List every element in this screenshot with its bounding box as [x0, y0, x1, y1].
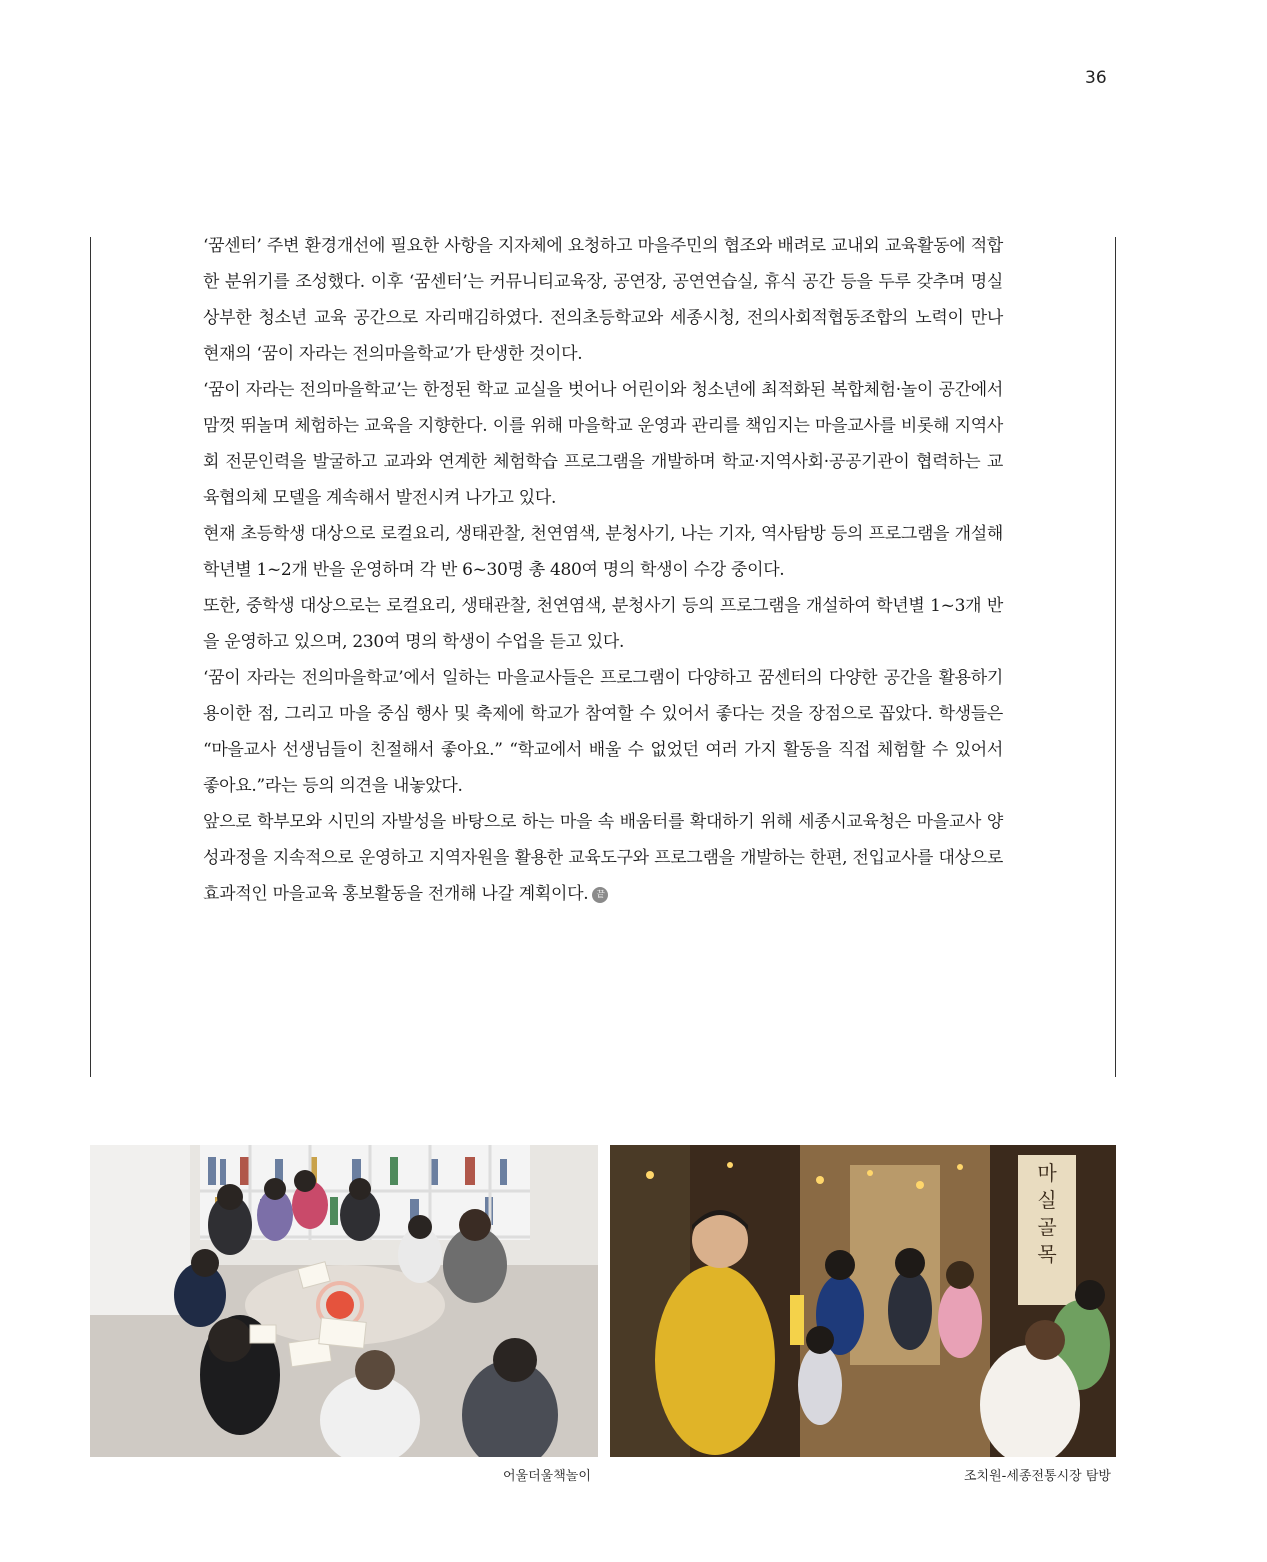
sign-char: 골 [1037, 1215, 1057, 1239]
article-body [203, 228, 1003, 912]
sign-char: 실 [1037, 1188, 1057, 1212]
paragraph-last [203, 804, 1003, 912]
paragraph-text: 앞으로 학부모와 시민의 자발성을 바탕으로 하는 마을 속 배움터를 확대하기 위해 세종시교육청은 마을교사 양성과정을 지속적으로 운영하고 지역자원을 활용한 교육도구와 프로그램을 개발하는 한편, 전입교사를 대상으로 효과적인 마을교육 홍보활동을 전개해 나갈 계획이다. [203, 812, 1003, 904]
right-margin-rule [1115, 237, 1116, 1077]
left-margin-rule [90, 237, 91, 1077]
photo-market-tour-image [610, 1145, 1116, 1457]
photo-book-play-image [90, 1145, 598, 1457]
photo-market-tour [610, 1145, 1116, 1457]
paragraph: ‘꿈이 자라는 전의마을학교’에서 일하는 마을교사들은 프로그램이 다양하고 꿈센터의 다양한 공간을 활용하기 용이한 점, 그리고 마을 중심 행사 및 축제에 학교가 참여할 수 있어서 좋다는 것을 장점으로 꼽았다. 학생들은 “마을교사 선생님들이 친절해서 좋아요.” “학교에서 배울 수 없었던 여러 가지 활동을 직접 체험할 수 있어서 좋아요.”라는 등의 의견을 내놓았다. [203, 668, 1003, 796]
caption-book-play: 어울더울책놀이 [503, 1469, 591, 1484]
paragraph: 현재 초등학생 대상으로 로컬요리, 생태관찰, 천연염색, 분청사기, 나는 기자, 역사탐방 등의 프로그램을 개설해 학년별 1~2개 반을 운영하며 각 반 6~30명 총 480여 명의 학생이 수강 중이다. [203, 524, 1003, 580]
sign-char: 마 [1037, 1161, 1057, 1185]
sign-char: 목 [1037, 1242, 1057, 1266]
end-mark-icon: 끝 [592, 887, 608, 903]
photo-book-play [90, 1145, 598, 1457]
paragraph: ‘꿈센터’ 주변 환경개선에 필요한 사항을 지자체에 요청하고 마을주민의 협조와 배려로 교내외 교육활동에 적합한 분위기를 조성했다. 이후 ‘꿈센터’는 커뮤니티교육장, 공연장, 공연연습실, 휴식 공간 등을 두루 갖추며 명실상부한 청소년 교육 공간으로 자리매김하였다. 전의초등학교와 세종시청, 전의사회적협동조합의 노력이 만나 현재의 ‘꿈이 자라는 전의마을학교’가 탄생한 것이다. [203, 236, 1003, 364]
paragraph: ‘꿈이 자라는 전의마을학교’는 한정된 학교 교실을 벗어나 어린이와 청소년에 최적화된 복합체험·놀이 공간에서 맘껏 뛰놀며 체험하는 교육을 지향한다. 이를 위해 마을학교 운영과 관리를 책임지는 마을교사를 비롯해 지역사회 전문인력을 발굴하고 교과와 연계한 체험학습 프로그램을 개발하며 학교·지역사회·공공기관이 협력하는 교육협의체 모델을 계속해서 발전시켜 나가고 있다. [203, 380, 1003, 508]
page-number: 36 [1085, 68, 1107, 88]
caption-market-tour: 조치원-세종전통시장 탐방 [964, 1469, 1111, 1484]
paragraph: 또한, 중학생 대상으로는 로컬요리, 생태관찰, 천연염색, 분청사기 등의 프로그램을 개설하여 학년별 1~3개 반을 운영하고 있으며, 230여 명의 학생이 수업을 듣고 있다. [203, 596, 1003, 652]
